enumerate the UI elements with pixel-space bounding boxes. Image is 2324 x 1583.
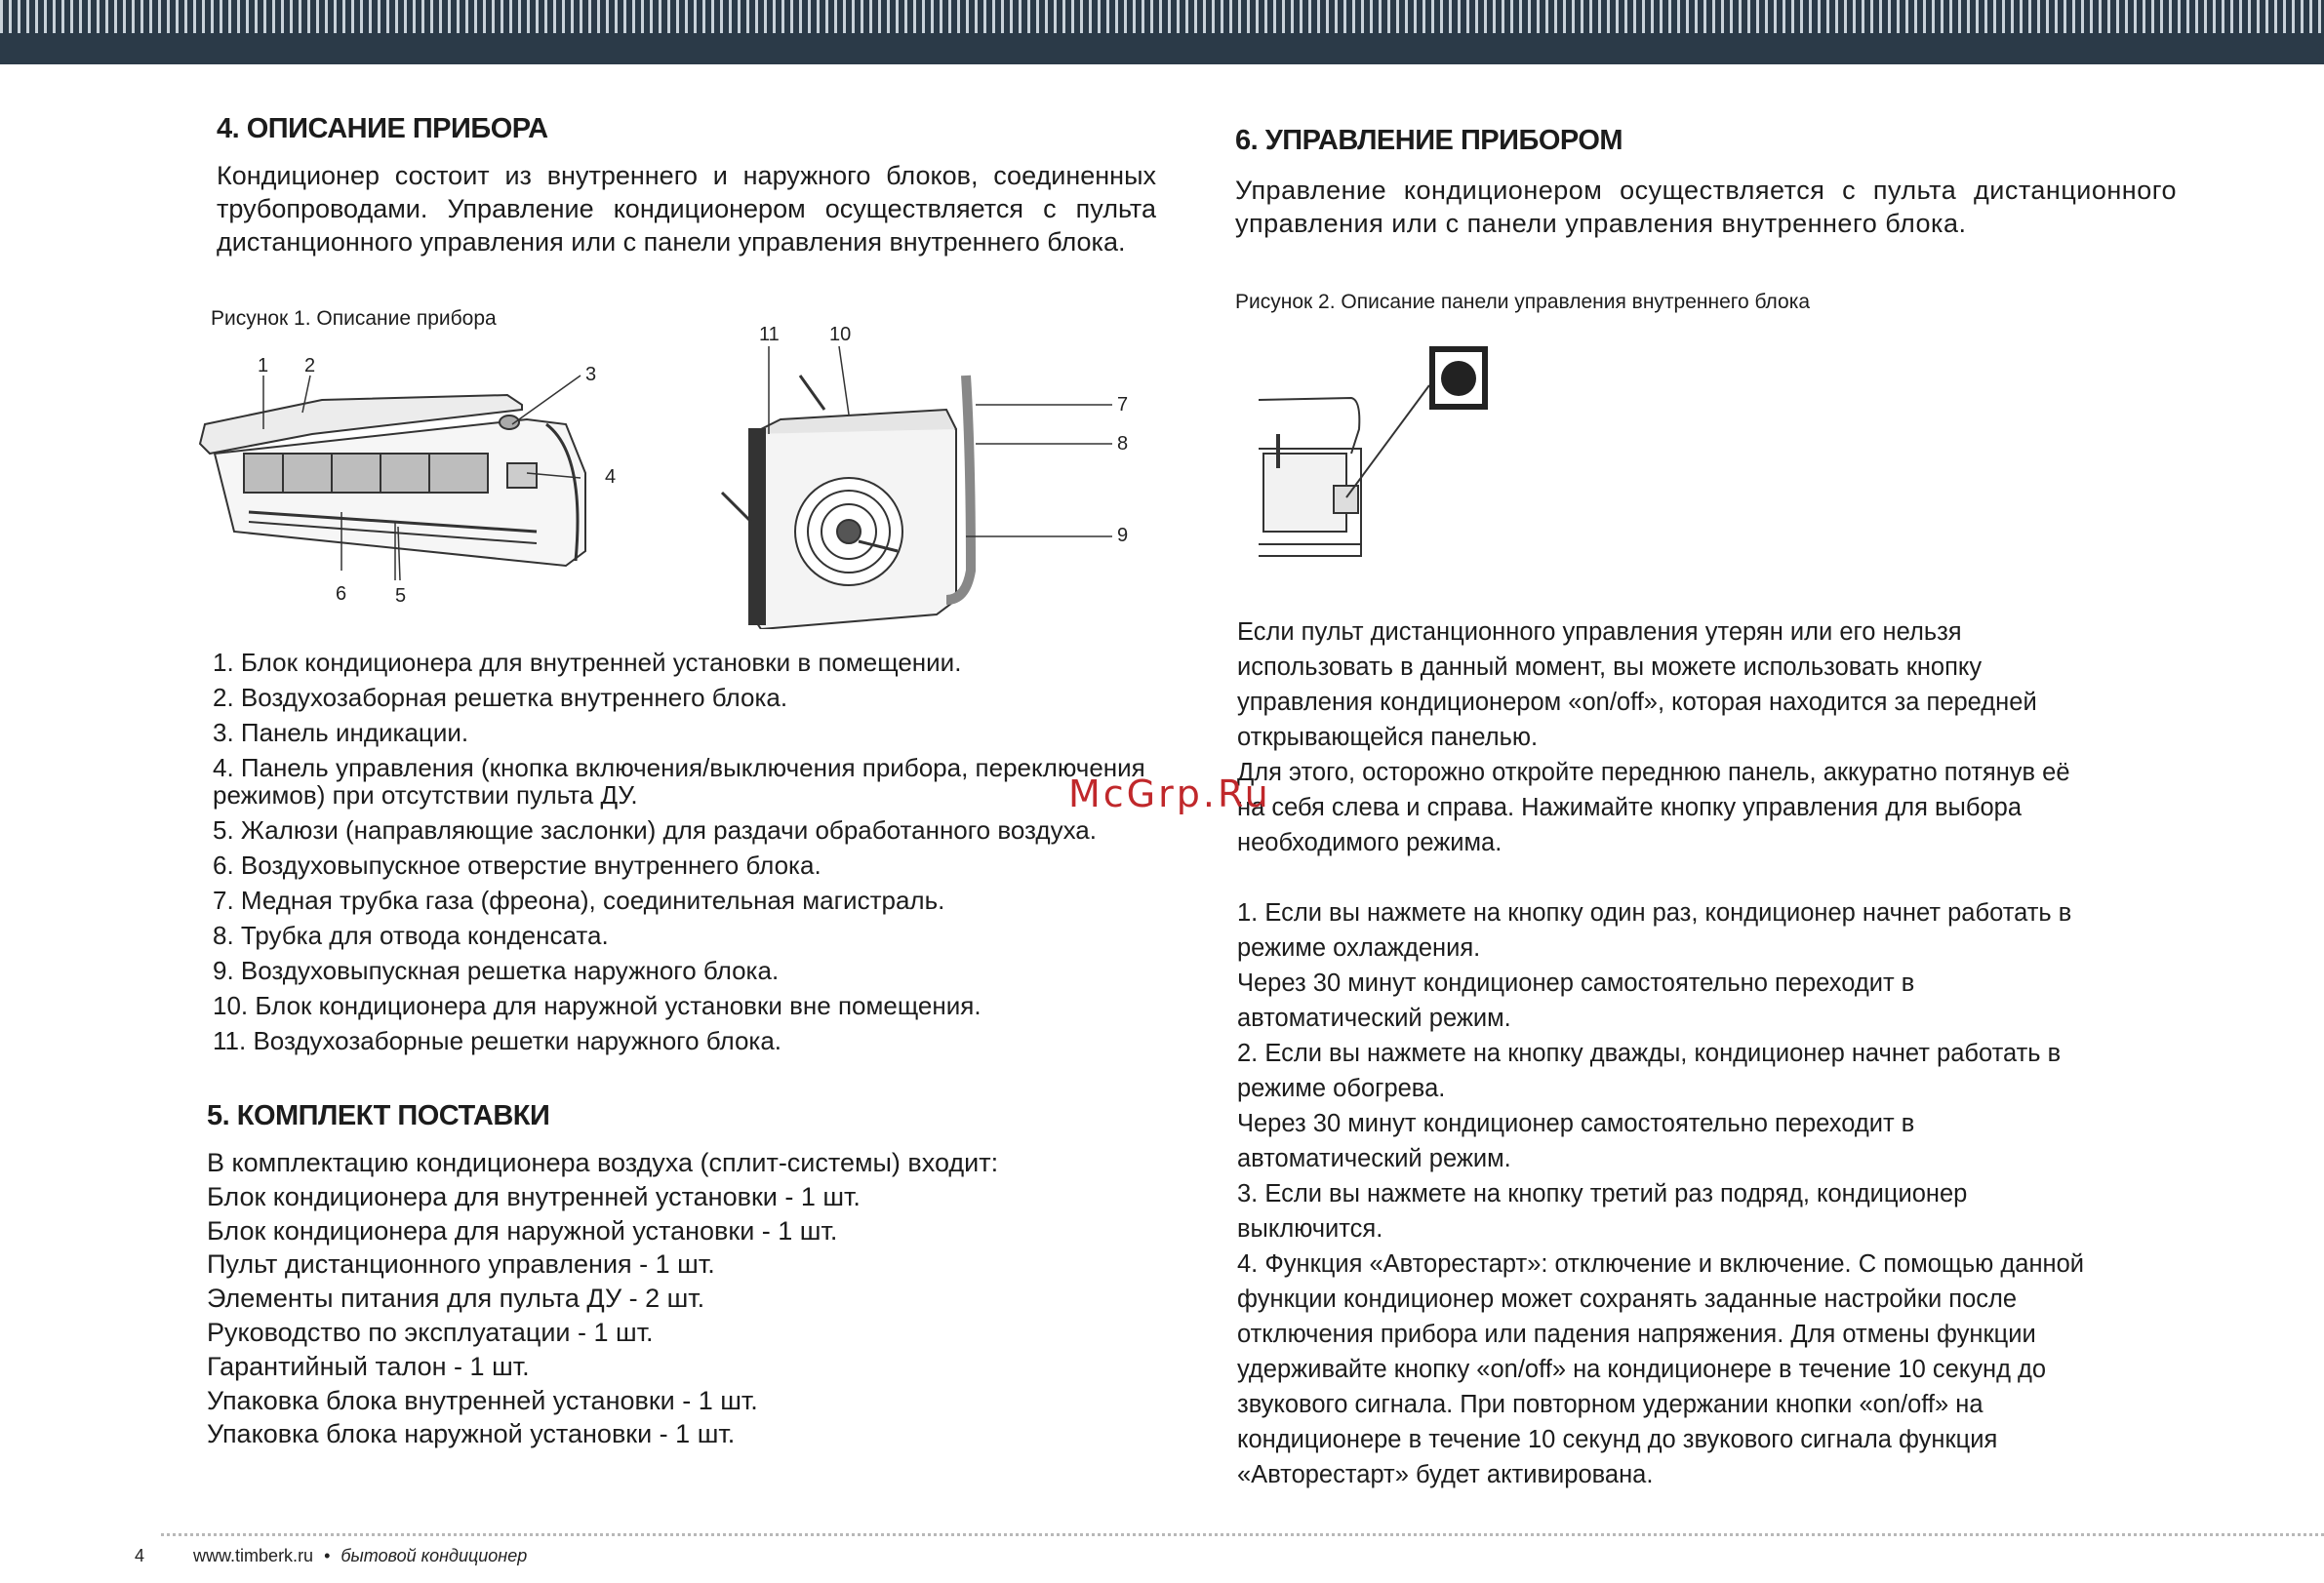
list-item: 10. Блок кондиционера для наружной установки вне помещения. [213,991,982,1020]
text-line [1237,860,2242,895]
section-4-header [217,113,1158,145]
text-line: автоматический режим. [1237,1145,1511,1172]
figure-2-caption-block [1235,291,1810,314]
list-item: 6. Воздуховыпускное отверстие внутреннего блока. [213,851,821,880]
list-item: Блок кондиционера для внутренней установки - 1 шт. [207,1181,861,1211]
indoor-unit-illustration [200,395,585,566]
text-line: «Авторестарт» будет активирована. [1237,1461,1654,1488]
section-5-title: 5. КОМПЛЕКТ ПОСТАВКИ [207,1100,550,1131]
text-line: Для этого, осторожно откройте переднюю панель, аккуратно потянув её [1237,759,2070,786]
label-11: 11 [759,324,780,345]
control-panel-illustration [1259,385,1429,556]
section-6-intro: Управление кондиционером осуществляется с пульта дистанционного управления или с панели управления внутреннего блока. [1235,176,2177,238]
footer-divider [161,1533,2324,1536]
text-line: необходимого режима. [1237,829,1503,856]
text-line: Если пульт дистанционного управления утерян или его нельзя [1237,618,1962,646]
list-item: 5. Жалюзи (направляющие заслонки) для раздачи обработанного воздуха. [213,815,1097,845]
header-bar [0,0,2324,64]
text-line: 3. Если вы нажмете на кнопку третий раз подряд, кондиционер [1237,1180,1968,1207]
text-line: звукового сигнала. При повторном удержании кнопки «on/off» на [1237,1391,1983,1418]
section-4-intro-block [217,159,1156,258]
list-item: 3. Панель индикации. [213,718,469,747]
outdoor-unit-illustration [722,376,971,629]
list-item: 4. Панель управления (кнопка включения/выключения прибора, переключения режимов) при отсутствии пульта ДУ. [213,753,1145,810]
list-item: Элементы питания для пульта ДУ - 2 шт. [207,1284,705,1314]
text-line: открывающейся панелью. [1237,724,1539,751]
section-4-list [213,645,1179,1058]
text-line: 2. Если вы нажмете на кнопку дважды, кондиционер начнет работать в [1237,1040,2062,1067]
figure-1-caption: Рисунок 1. Описание прибора [211,307,497,330]
list-item: В комплектацию кондиционера воздуха (сплит-системы) входит: [207,1148,999,1177]
list-item: Упаковка блока внутренней установки - 1 шт. [207,1385,758,1415]
label-8: 8 [1117,433,1129,455]
label-5: 5 [395,585,407,607]
text-line: на себя слева и справа. Нажимайте кнопку управления для выбора [1237,794,2022,821]
section-6-body [1237,614,2242,1492]
text-line: автоматический режим. [1237,1005,1511,1032]
text-line: выключится. [1237,1215,1383,1243]
text-line: удерживайте кнопку «on/off» на кондиционере в течение 10 секунд до [1237,1356,2047,1383]
figure-2-caption: Рисунок 2. Описание панели управления внутреннего блока [1235,291,1811,313]
section-4-list-block [213,645,1179,1058]
text-line: использовать в данный момент, вы можете использовать кнопку [1237,653,1983,681]
list-item: Руководство по эксплуатации - 1 шт. [207,1317,654,1347]
text-line: отключения прибора или падения напряжения. Для отмены функции [1237,1321,2036,1348]
label-6: 6 [336,583,347,605]
list-item: Упаковка блока наружной установки - 1 шт. [207,1419,736,1449]
text-line: Через 30 минут кондиционер самостоятельно переходит в [1237,1110,1915,1137]
list-item: Пульт дистанционного управления - 1 шт. [207,1249,715,1280]
list-item: Блок кондиционера для наружной установки - 1 шт. [207,1215,838,1246]
text-line: режиме охлаждения. [1237,934,1481,962]
label-1: 1 [258,355,269,376]
watermark: McGrp.Ru [1068,772,1271,815]
text-line: режиме обогрева. [1237,1075,1446,1102]
text-line: 4. Функция «Авторестарт»: отключение и включение. С помощью данной [1237,1250,2085,1278]
footer [135,1546,527,1566]
figure-2-diagram [1254,341,1507,595]
list-item: 2. Воздухозаборная решетка внутреннего блока. [213,683,788,712]
text-line: функции кондиционер может сохранять заданные настройки после [1237,1286,2018,1313]
text-line: управления кондиционером «on/off», которая находится за передней [1237,689,2037,716]
list-item: Гарантийный талон - 1 шт. [207,1351,530,1381]
list-item: 8. Трубка для отвода конденсата. [213,921,609,950]
label-7: 7 [1117,394,1129,416]
footer-site-link[interactable]: www.timberk.ru [193,1546,314,1565]
section-5-list [207,1146,1182,1451]
footer-separator: • [324,1546,331,1565]
power-button-icon [1429,346,1488,410]
text-line: Через 30 минут кондиционер самостоятельно переходит в [1237,970,1915,997]
label-9: 9 [1117,525,1129,546]
section-4-intro: Кондиционер состоит из внутреннего и наружного блоков, соединенных трубопроводами. Управление кондиционером осуществляется с пульта дистанционного управления или с панели управления внутреннего блока. [217,161,1156,257]
label-4: 4 [605,466,617,488]
list-item: 7. Медная трубка газа (фреона), соединительная магистраль. [213,886,945,915]
section-6-title: 6. УПРАВЛЕНИЕ ПРИБОРОМ [1235,125,1623,156]
footer-subtitle: бытовой кондиционер [341,1546,528,1565]
page-number: 4 [135,1546,145,1565]
text-line: 1. Если вы нажмете на кнопку один раз, кондиционер начнет работать в [1237,899,2072,927]
section-4-title: 4. ОПИСАНИЕ ПРИБОРА [217,113,548,144]
section-6-intro-block [1235,174,2177,240]
section-6-header [1235,125,2172,157]
section-5-header [207,1100,1085,1132]
label-3: 3 [585,364,597,385]
figure-1-diagram [176,317,1171,629]
list-item: 11. Воздухозаборные решетки наружного блока. [213,1026,782,1055]
list-item: 1. Блок кондиционера для внутренней установки в помещении. [213,648,962,677]
header-stripes [0,0,2324,33]
label-10: 10 [829,324,852,345]
list-item: 9. Воздуховыпускная решетка наружного блока. [213,956,780,985]
text-line: кондиционере в течение 10 секунд до звукового сигнала функция [1237,1426,1998,1453]
label-2: 2 [304,355,316,376]
